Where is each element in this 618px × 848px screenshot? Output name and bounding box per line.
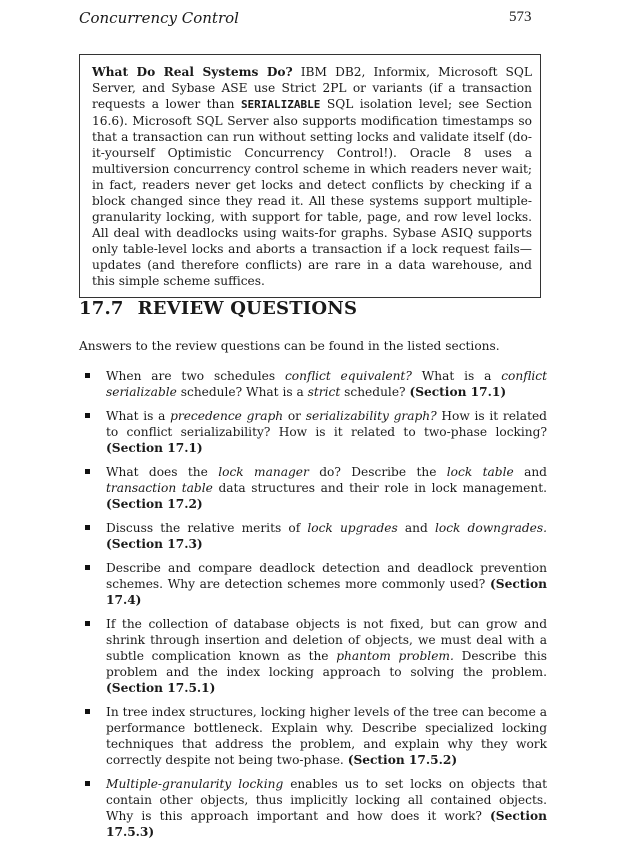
bullet-icon xyxy=(85,469,90,474)
section-intro: Answers to the review questions can be found in the listed sections. xyxy=(79,339,500,353)
bullet-icon xyxy=(85,781,90,786)
bullet-icon xyxy=(85,709,90,714)
bullet-icon xyxy=(85,413,90,418)
q-emph: precedence graph xyxy=(170,409,284,423)
sidebar-text-1: IBM DB2, Informix, Microsoft SQL Server, and Sybase ASE use Strict 2PL or variants (if a transaction requests a lower than xyxy=(92,65,532,111)
sidebar-code-serializable: SERIALIZABLE xyxy=(240,98,321,111)
q-text: data structures and their role in lock management. xyxy=(212,481,548,495)
q-emph: Multiple-granularity locking xyxy=(106,777,284,791)
bullet-icon xyxy=(85,621,90,626)
q-emph: lock downgrades. xyxy=(434,521,548,535)
review-question xyxy=(79,616,547,696)
section-heading xyxy=(79,298,357,319)
bullet-icon xyxy=(85,525,90,530)
q-emph: lock upgrades xyxy=(307,521,398,535)
running-head-title: Concurrency Control xyxy=(79,9,239,27)
section-reference: (Section 17.4) xyxy=(106,577,547,607)
q-emph: strict xyxy=(307,385,341,399)
section-reference: (Section 17.3) xyxy=(106,537,203,551)
q-text: Discuss the relative merits of xyxy=(106,521,308,535)
q-text: schedule? xyxy=(340,385,410,399)
section-reference: (Section 17.1) xyxy=(409,385,507,399)
review-question xyxy=(79,776,547,840)
q-text: and xyxy=(513,465,547,479)
q-text: What does the xyxy=(106,465,219,479)
q-text: or xyxy=(283,409,306,423)
q-emph: transaction table xyxy=(106,481,213,495)
q-emph: phantom problem. xyxy=(336,649,454,663)
section-reference: (Section 17.5.1) xyxy=(106,681,216,695)
page-number: 573 xyxy=(509,9,532,25)
bullet-icon xyxy=(85,373,90,378)
q-text: schedule? What is a xyxy=(176,385,308,399)
section-reference: (Section 17.1) xyxy=(106,441,203,455)
q-text: What is a xyxy=(411,369,502,383)
bullet-icon xyxy=(85,565,90,570)
review-question xyxy=(79,408,547,456)
q-text: How is it related to conflict serializability? How is it related to two-phase locking? xyxy=(106,409,547,439)
q-emph: conflict equivalent? xyxy=(284,369,412,383)
q-text: Describe and compare deadlock detection and deadlock prevention schemes. Why are detection schemes more commonly used? xyxy=(106,561,547,591)
real-systems-sidebar xyxy=(79,54,541,298)
section-reference: (Section 17.2) xyxy=(106,497,203,511)
q-emph: serializability graph? xyxy=(305,409,437,423)
section-reference: (Section 17.5.2) xyxy=(347,753,458,767)
review-question xyxy=(79,560,547,608)
review-question xyxy=(79,704,547,768)
sidebar-title: What Do Real Systems Do? xyxy=(92,65,293,79)
q-text: What is a xyxy=(106,409,171,423)
q-emph: conflict serializable xyxy=(106,369,547,399)
section-title: REVIEW QUESTIONS xyxy=(137,298,358,319)
q-text: In tree index structures, locking higher levels of the tree can become a performance bottleneck. Explain why. Describe specialized locking techniques that address the problem, and explain why they work correctly despite not being two-phase. xyxy=(106,705,547,767)
review-question xyxy=(79,520,547,552)
sidebar-text-2: SQL isolation level; see Section 16.6). Microsoft SQL Server also supports modification timestamps so that a transaction can run without setting locks and validate itself (do-it-yourself Optimistic Concurrency Control!). Oracle 8 uses a multiversion concurrency control scheme in which readers never wait; in fact, readers never get locks and detect conflicts by checking if a block changed since they read it. All these systems support multiple-granularity locking, with support for table, page, and row level locks. All deal with deadlocks using waits-for graphs. Sybase ASIQ supports only table-level locks and aborts a transaction if a lock request fails—updates (and therefore conflicts) are rare in a data warehouse, and this simple scheme suffices. xyxy=(92,97,532,288)
review-question xyxy=(79,464,547,512)
q-text: Describe this problem and the index locking approach to solving the problem. xyxy=(106,649,547,679)
review-questions-list xyxy=(79,368,547,848)
q-text: do? Describe the xyxy=(308,465,447,479)
review-question xyxy=(79,368,547,400)
q-text: If the collection of database objects is not fixed, but can grow and shrink through insertion and deletion of objects, we must deal with a subtle complication known as the xyxy=(106,617,547,663)
q-emph: lock manager xyxy=(218,465,309,479)
q-text: enables us to set locks on objects that contain other objects, thus implicitly locking all contained objects. Why is this approach important and how does it work? xyxy=(106,777,547,823)
q-emph: lock table xyxy=(446,465,514,479)
q-text: and xyxy=(397,521,435,535)
section-number: 17.7 xyxy=(79,298,124,319)
q-text: When are two schedules xyxy=(106,369,285,383)
section-reference: (Section 17.5.3) xyxy=(106,809,547,839)
